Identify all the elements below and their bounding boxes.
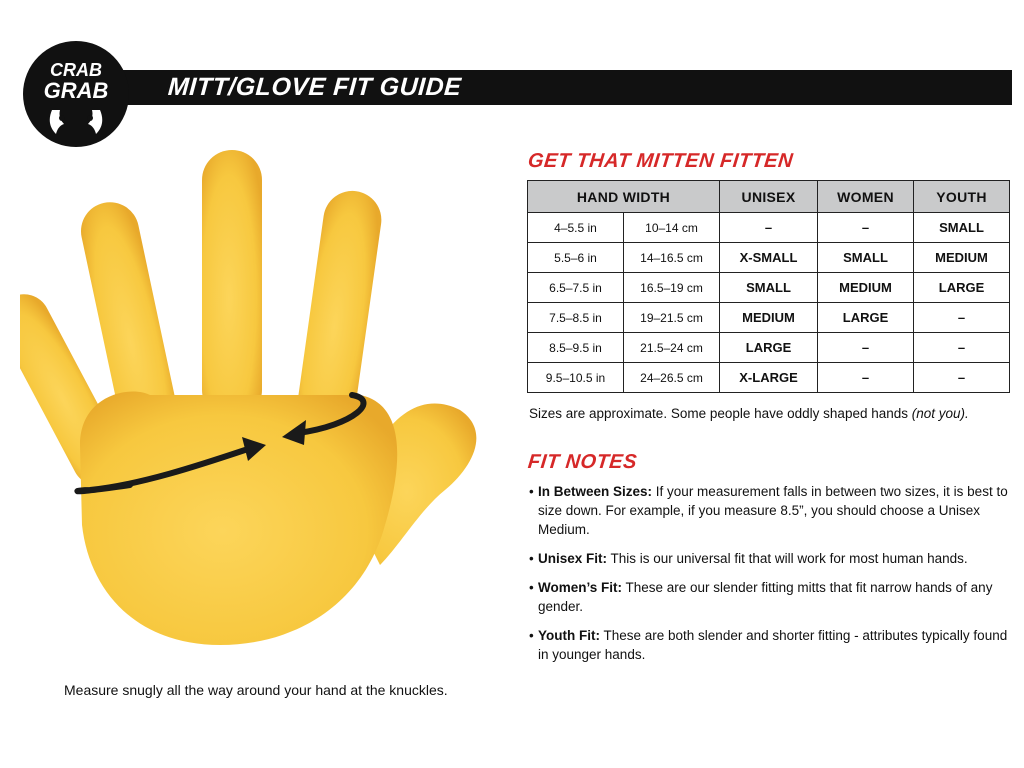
table-note-aside: (not you).	[911, 406, 969, 421]
cell-cm: 14–16.5 cm	[624, 243, 720, 273]
fit-note-label: Youth Fit:	[538, 628, 600, 643]
cell-youth: –	[914, 303, 1010, 333]
page-title: MITT/GLOVE FIT GUIDE	[167, 73, 463, 101]
cell-inches: 8.5–9.5 in	[528, 333, 624, 363]
crab-grab-logo	[22, 40, 130, 148]
cell-women: –	[818, 333, 914, 363]
cell-cm: 19–21.5 cm	[624, 303, 720, 333]
cell-youth: SMALL	[914, 213, 1010, 243]
cell-cm: 16.5–19 cm	[624, 273, 720, 303]
cell-unisex: SMALL	[720, 273, 818, 303]
fit-note-text: These are both slender and shorter fitting - attributes typically found in younger hands.	[538, 628, 1008, 662]
table-row	[528, 303, 1010, 333]
header-banner	[118, 70, 1012, 105]
list-item	[529, 482, 1015, 539]
cell-inches: 5.5–6 in	[528, 243, 624, 273]
table-note	[529, 406, 969, 421]
cell-cm: 21.5–24 cm	[624, 333, 720, 363]
size-table	[527, 180, 1010, 393]
fit-note-label: Women’s Fit:	[538, 580, 622, 595]
table-row	[528, 333, 1010, 363]
size-table-heading: GET THAT MITTEN FITTEN	[526, 150, 795, 172]
table-row	[528, 243, 1010, 273]
cell-unisex: X-LARGE	[720, 363, 818, 393]
hand-caption: Measure snugly all the way around your hand at the knuckles.	[64, 682, 448, 698]
col-header-hand-width: HAND WIDTH	[528, 181, 720, 213]
list-item	[529, 549, 1015, 568]
list-item	[529, 626, 1015, 664]
table-note-text: Sizes are approximate. Some people have oddly shaped hands	[529, 406, 908, 421]
fit-note-text: This is our universal fit that will work for most human hands.	[607, 551, 968, 566]
cell-unisex: LARGE	[720, 333, 818, 363]
cell-youth: LARGE	[914, 273, 1010, 303]
fit-note-label: In Between Sizes:	[538, 484, 653, 499]
cell-women: LARGE	[818, 303, 914, 333]
cell-unisex: MEDIUM	[720, 303, 818, 333]
cell-youth: MEDIUM	[914, 243, 1010, 273]
fit-note-text: These are our slender fitting mitts that fit narrow hands of any gender.	[538, 580, 993, 614]
cell-women: –	[818, 213, 914, 243]
cell-women: MEDIUM	[818, 273, 914, 303]
fit-notes-heading: FIT NOTES	[526, 451, 639, 473]
col-header-women: WOMEN	[818, 181, 914, 213]
raised-hand-illustration	[20, 145, 500, 655]
cell-inches: 9.5–10.5 in	[528, 363, 624, 393]
cell-cm: 24–26.5 cm	[624, 363, 720, 393]
logo-text-line1: CRAB	[50, 60, 102, 80]
table-header-row	[528, 181, 1010, 213]
cell-youth: –	[914, 363, 1010, 393]
cell-inches: 7.5–8.5 in	[528, 303, 624, 333]
logo-text-line2: GRAB	[43, 78, 109, 103]
fit-note-label: Unisex Fit:	[538, 551, 608, 566]
col-header-youth: YOUTH	[914, 181, 1010, 213]
cell-cm: 10–14 cm	[624, 213, 720, 243]
list-item	[529, 578, 1015, 616]
cell-youth: –	[914, 333, 1010, 363]
fit-note-text: If your measurement falls in between two sizes, it is best to size down. For example, if you measure 8.5”, you should choose a Unisex Medium.	[538, 484, 1008, 537]
cell-inches: 4–5.5 in	[528, 213, 624, 243]
cell-inches: 6.5–7.5 in	[528, 273, 624, 303]
cell-unisex: –	[720, 213, 818, 243]
fit-notes-list	[529, 482, 1015, 674]
table-row	[528, 273, 1010, 303]
col-header-unisex: UNISEX	[720, 181, 818, 213]
cell-women: –	[818, 363, 914, 393]
table-row	[528, 363, 1010, 393]
cell-women: SMALL	[818, 243, 914, 273]
table-row	[528, 213, 1010, 243]
cell-unisex: X-SMALL	[720, 243, 818, 273]
